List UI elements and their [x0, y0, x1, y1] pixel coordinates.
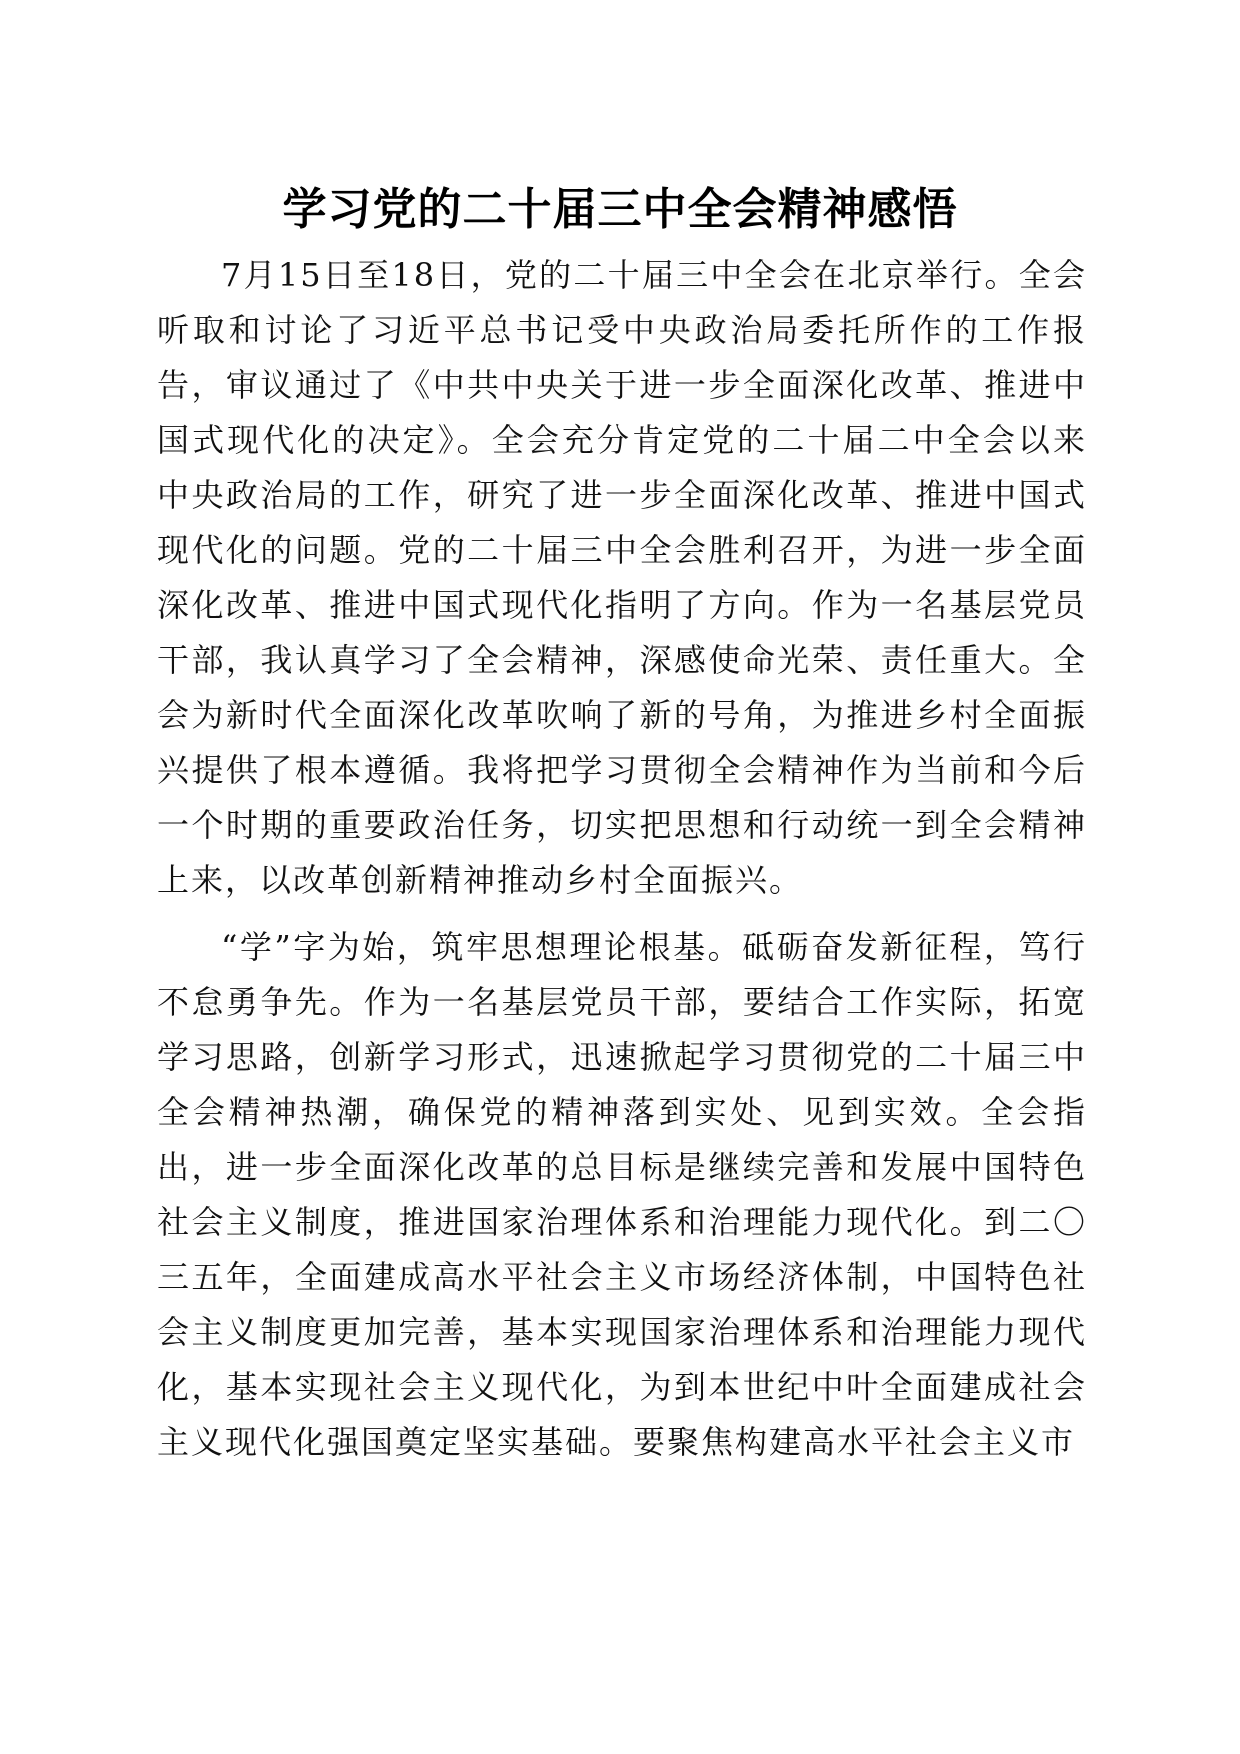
- paragraph-1: 7月15日至18日，党的二十届三中全会在北京举行。全会听取和讨论了习近平总书记受中央政治局委托所作的工作报告，审议通过了《中共中央关于进一步全面深化改革、推进中国式现代化的决定》。全会充分肯定党的二十届二中全会以来中央政治局的工作，研究了进一步全面深化改革、推进中国式现代化的问题。党的二十届三中全会胜利召开，为进一步全面深化改革、推进中国式现代化指明了方向。作为一名基层党员干部，我认真学习了全会精神，深感使命光荣、责任重大。全会为新时代全面深化改革吹响了新的号角，为推进乡村全面振兴提供了根本遵循。我将把学习贯彻全会精神作为当前和今后一个时期的重要政治任务，切实把思想和行动统一到全会精神上来，以改革创新精神推动乡村全面振兴。: [157, 256, 1087, 899]
- paragraph-2: “学”字为始，筑牢思想理论根基。砥砺奋发新征程，笃行不怠勇争先。作为一名基层党员干部，要结合工作实际，拓宽学习思路，创新学习形式，迅速掀起学习贯彻党的二十届三中全会精神热潮，确保党的精神落到实处、见到实效。全会指出，进一步全面深化改革的总目标是继续完善和发展中国特色社会主义制度，推进国家治理体系和治理能力现代化。到二〇三五年，全面建成高水平社会主义市场经济体制，中国特色社会主义制度更加完善，基本实现国家治理体系和治理能力现代化，基本实现社会主义现代化，为到本世纪中叶全面建成社会主义现代化强国奠定坚实基础。要聚焦构建高水平社会主义市: [157, 928, 1087, 1461]
- document-title: 学习党的二十届三中全会精神感悟: [282, 184, 958, 235]
- document-body: [157, 248, 1087, 1482]
